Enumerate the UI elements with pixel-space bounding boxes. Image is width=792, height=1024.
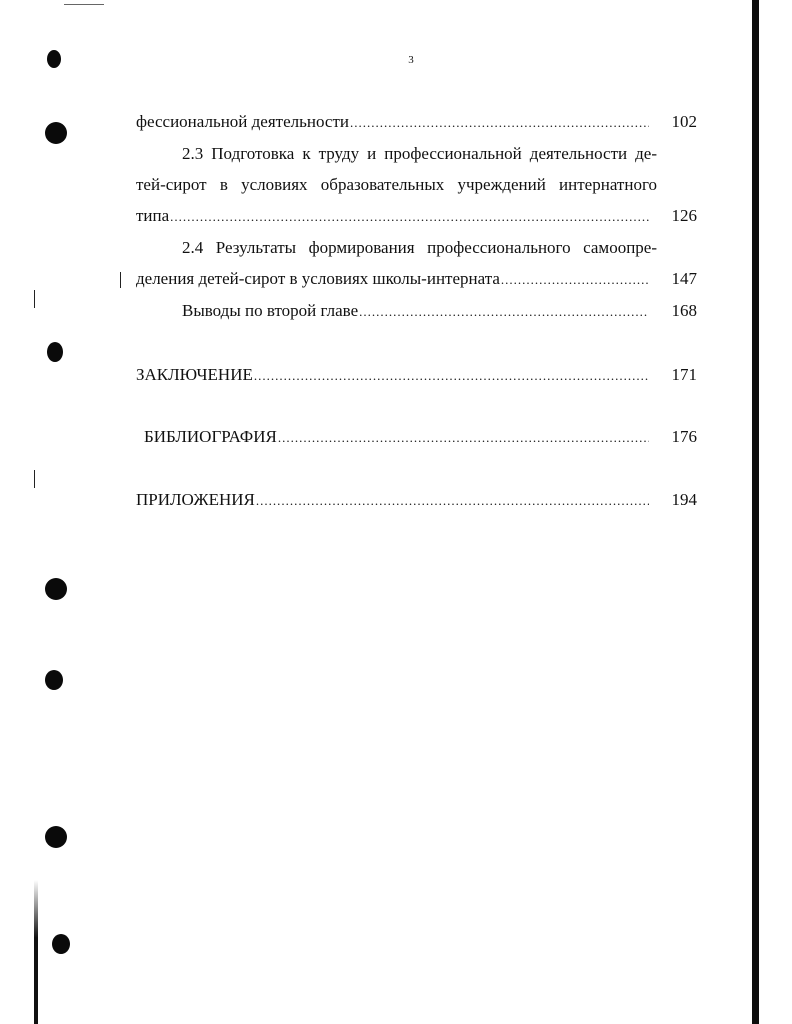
- punch-hole-icon: [52, 934, 70, 954]
- punch-hole-icon: [45, 670, 63, 690]
- leader-dots: [256, 490, 649, 512]
- toc-entry-page: 171: [671, 365, 697, 384]
- toc-entry-title: фессиональной деятельности: [136, 112, 349, 131]
- toc-entry: [136, 268, 697, 290]
- toc-entry-title: деления детей-сирот в условиях школы-интерната: [136, 269, 500, 288]
- toc-entry-page: 147: [671, 269, 697, 288]
- punch-hole-icon: [45, 826, 67, 848]
- leader-dots: [278, 427, 649, 449]
- toc-entry: [136, 489, 697, 511]
- toc-entry-title: ПРИЛОЖЕНИЯ: [136, 490, 255, 509]
- page-edge: [752, 0, 759, 1024]
- toc-entry-line: 2.3 Подготовка к труду и профессиональной деятельности де-: [182, 144, 657, 163]
- binding-edge: [34, 880, 38, 1024]
- toc-entry-page: 194: [671, 490, 697, 509]
- leader-dots: [501, 269, 649, 291]
- punch-hole-icon: [47, 342, 63, 362]
- toc-entry-title: Выводы по второй главе: [182, 301, 359, 320]
- toc-entry: [136, 205, 697, 227]
- toc-entry: [182, 300, 697, 322]
- page-number: 3: [408, 54, 414, 66]
- leader-dots: [170, 206, 649, 228]
- toc-entry: [136, 111, 697, 133]
- punch-hole-icon: [47, 50, 61, 68]
- punch-hole-icon: [45, 578, 67, 600]
- toc-entry: [144, 426, 697, 448]
- toc-entry-title: ЗАКЛЮЧЕНИЕ: [136, 365, 253, 384]
- toc-entry-title: БИБЛИОГРАФИЯ: [144, 427, 277, 446]
- toc-entry-page: 168: [671, 301, 697, 320]
- toc-entry-title: типа: [136, 206, 170, 225]
- toc-entry-line: 2.4 Результаты формирования профессионального самоопре-: [182, 238, 657, 257]
- toc-entry-line: тей-сирот в условиях образовательных учреждений интернатного: [136, 175, 657, 194]
- scan-artifact: [34, 290, 35, 308]
- toc-entry-page: 176: [671, 427, 697, 446]
- toc-entry-page: 102: [671, 112, 697, 131]
- leader-dots: [350, 112, 649, 134]
- leader-dots: [254, 365, 649, 387]
- leader-dots: [359, 301, 649, 323]
- punch-hole-icon: [45, 122, 67, 144]
- toc-entry: [136, 364, 697, 386]
- scan-artifact: [120, 272, 121, 288]
- toc-entry-page: 126: [671, 206, 697, 225]
- scan-artifact: [34, 470, 35, 488]
